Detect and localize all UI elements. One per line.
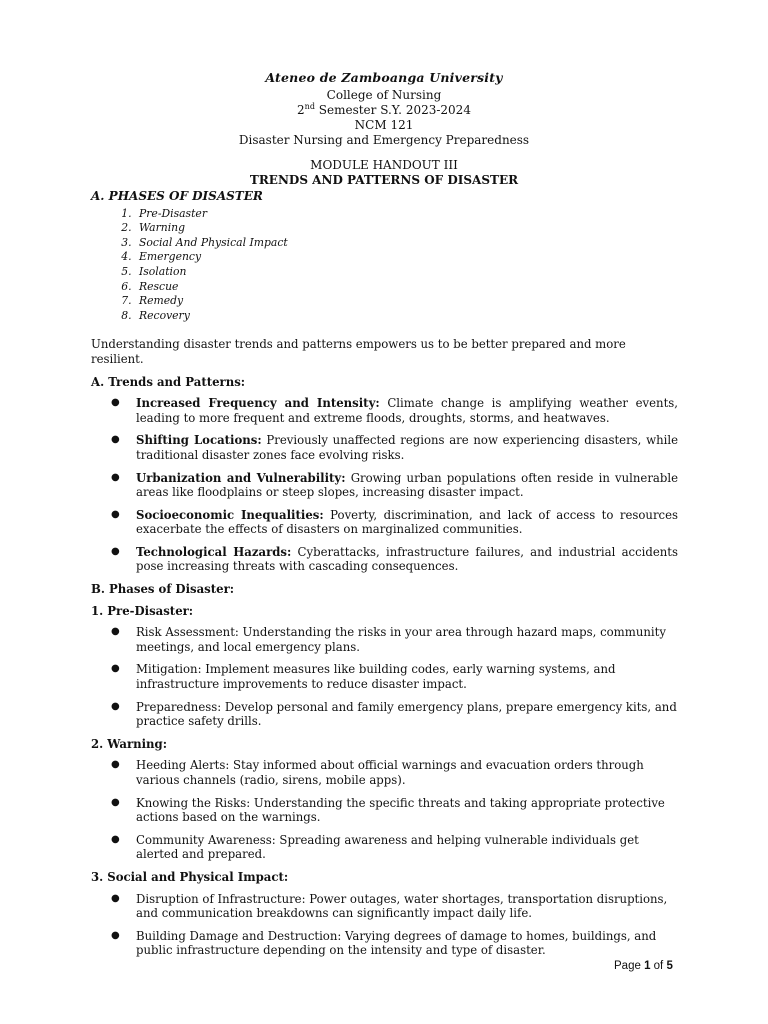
- item-term: Increased Frequency and Intensity:: [136, 396, 380, 411]
- of-word: of: [650, 960, 667, 972]
- list-item: 6. Rescue: [135, 280, 678, 295]
- list-item: [91, 662, 678, 691]
- list-item: [91, 796, 678, 825]
- semester-line: [0, 103, 768, 118]
- item-term: Urbanization and Vulnerability:: [136, 470, 346, 485]
- item-text: Community Awareness: Spreading awareness and helping vulnerable individuals get alerted and prepared.: [136, 832, 639, 862]
- bullet-icon: ●: [111, 663, 120, 675]
- list-item: [91, 396, 678, 425]
- list-item: [91, 700, 678, 729]
- current-page: 1: [644, 960, 651, 972]
- phases-heading: B. Phases of Disaster:: [91, 582, 235, 597]
- document-body: [91, 189, 678, 966]
- item-term: Shifting Locations:: [136, 433, 262, 448]
- list-item: [91, 545, 678, 574]
- item-text: Knowing the Risks: Understanding the specific threats and taking appropriate protective actions based on the warnings.: [136, 795, 665, 825]
- item-text: Growing urban populations often reside in vulnerable areas like floodplains or steep slopes, increasing disaster impact.: [136, 470, 679, 500]
- semester-ordinal-suffix: nd: [304, 102, 315, 111]
- section-a-heading: A. PHASES OF DISASTER: [91, 189, 263, 203]
- list-item: [91, 433, 678, 462]
- intro-paragraph: Understanding disaster trends and patterns empowers us to be better prepared and more resilient.: [91, 337, 626, 366]
- item-text: Poverty, discrimination, and lack of access to resources exacerbate the effects of disasters on marginalized communities.: [136, 507, 678, 537]
- list-item: 8. Recovery: [135, 309, 678, 324]
- item-text: Building Damage and Destruction: Varying degrees of damage to homes, buildings, and public infrastructure depending on the intensity and type of disaster.: [136, 928, 657, 958]
- phases-list: [91, 207, 678, 324]
- college-name: College of Nursing: [326, 88, 442, 102]
- module-label: MODULE HANDOUT III: [310, 158, 458, 172]
- item-text: Climate change is amplifying weather events, leading to more frequent and extreme floods, droughts, storms, and heatwaves.: [136, 396, 678, 425]
- bullet-icon: ●: [111, 471, 120, 483]
- semester-ordinal: 2: [297, 103, 305, 117]
- impact-heading: 3. Social and Physical Impact:: [91, 869, 289, 884]
- bullet-icon: ●: [111, 626, 120, 638]
- list-item: [91, 929, 678, 958]
- bullet-icon: ●: [111, 833, 120, 845]
- list-item: [91, 471, 678, 500]
- list-item: [91, 625, 678, 654]
- list-item: 4. Emergency: [135, 250, 678, 265]
- page-word: Page: [614, 960, 645, 972]
- total-pages: 5: [666, 960, 673, 972]
- bullet-icon: ●: [111, 508, 120, 520]
- document-header: [0, 70, 768, 188]
- list-item: [91, 833, 678, 862]
- trends-heading: A. Trends and Patterns:: [91, 374, 246, 389]
- trends-list: [91, 396, 678, 574]
- course-title: Disaster Nursing and Emergency Preparedness: [238, 133, 530, 147]
- bullet-icon: ●: [111, 759, 120, 771]
- bullet-icon: ●: [111, 700, 120, 712]
- item-text: Disruption of Infrastructure: Power outages, water shortages, transportation disruptions, and communication breakdowns can significantly impact daily life.: [136, 891, 668, 921]
- list-item: [91, 892, 678, 921]
- item-text: Previously unaffected regions are now experiencing disasters, while traditional disaster zones face evolving risks.: [136, 433, 678, 462]
- item-text: Cyberattacks, infrastructure failures, and industrial accidents pose increasing threats with cascading consequences.: [136, 544, 678, 574]
- list-item: 2. Warning: [135, 221, 678, 236]
- bullet-icon: ●: [111, 929, 120, 941]
- item-text: Mitigation: Implement measures like building codes, early warning systems, and infrastructure improvements to reduce disaster impact.: [136, 662, 616, 692]
- list-item: 1. Pre-Disaster: [135, 207, 678, 222]
- bullet-icon: ●: [111, 892, 120, 904]
- item-text: Risk Assessment: Understanding the risks in your area through hazard maps, community meetings, and local emergency plans.: [136, 625, 666, 654]
- pre-disaster-heading: 1. Pre-Disaster:: [91, 603, 194, 618]
- item-text: Preparedness: Develop personal and family emergency plans, prepare emergency kits, and practice safety drills.: [136, 699, 677, 729]
- item-term: Technological Hazards:: [136, 544, 292, 559]
- university-name: Ateneo de Zamboanga University: [265, 70, 503, 85]
- list-item: [91, 508, 678, 537]
- bullet-icon: ●: [111, 545, 120, 557]
- pre-disaster-list: [91, 625, 678, 729]
- semester-rest: Semester S.Y. 2023-2024: [314, 103, 471, 117]
- module-title: TRENDS AND PATTERNS OF DISASTER: [249, 173, 519, 187]
- bullet-icon: ●: [111, 796, 120, 808]
- item-term: Socioeconomic Inequalities:: [136, 507, 324, 522]
- page-number: [614, 960, 673, 972]
- bullet-icon: ●: [111, 397, 120, 409]
- list-item: [91, 758, 678, 787]
- warning-list: [91, 758, 678, 862]
- item-text: Heeding Alerts: Stay informed about official warnings and evacuation orders through various channels (radio, sirens, mobile apps).: [136, 758, 644, 787]
- impact-list: [91, 892, 678, 958]
- list-item: 3. Social And Physical Impact: [135, 236, 678, 251]
- list-item: 7. Remedy: [135, 294, 678, 309]
- bullet-icon: ●: [111, 434, 120, 446]
- course-code: NCM 121: [354, 118, 414, 132]
- list-item: 5. Isolation: [135, 265, 678, 280]
- warning-heading: 2. Warning:: [91, 736, 168, 751]
